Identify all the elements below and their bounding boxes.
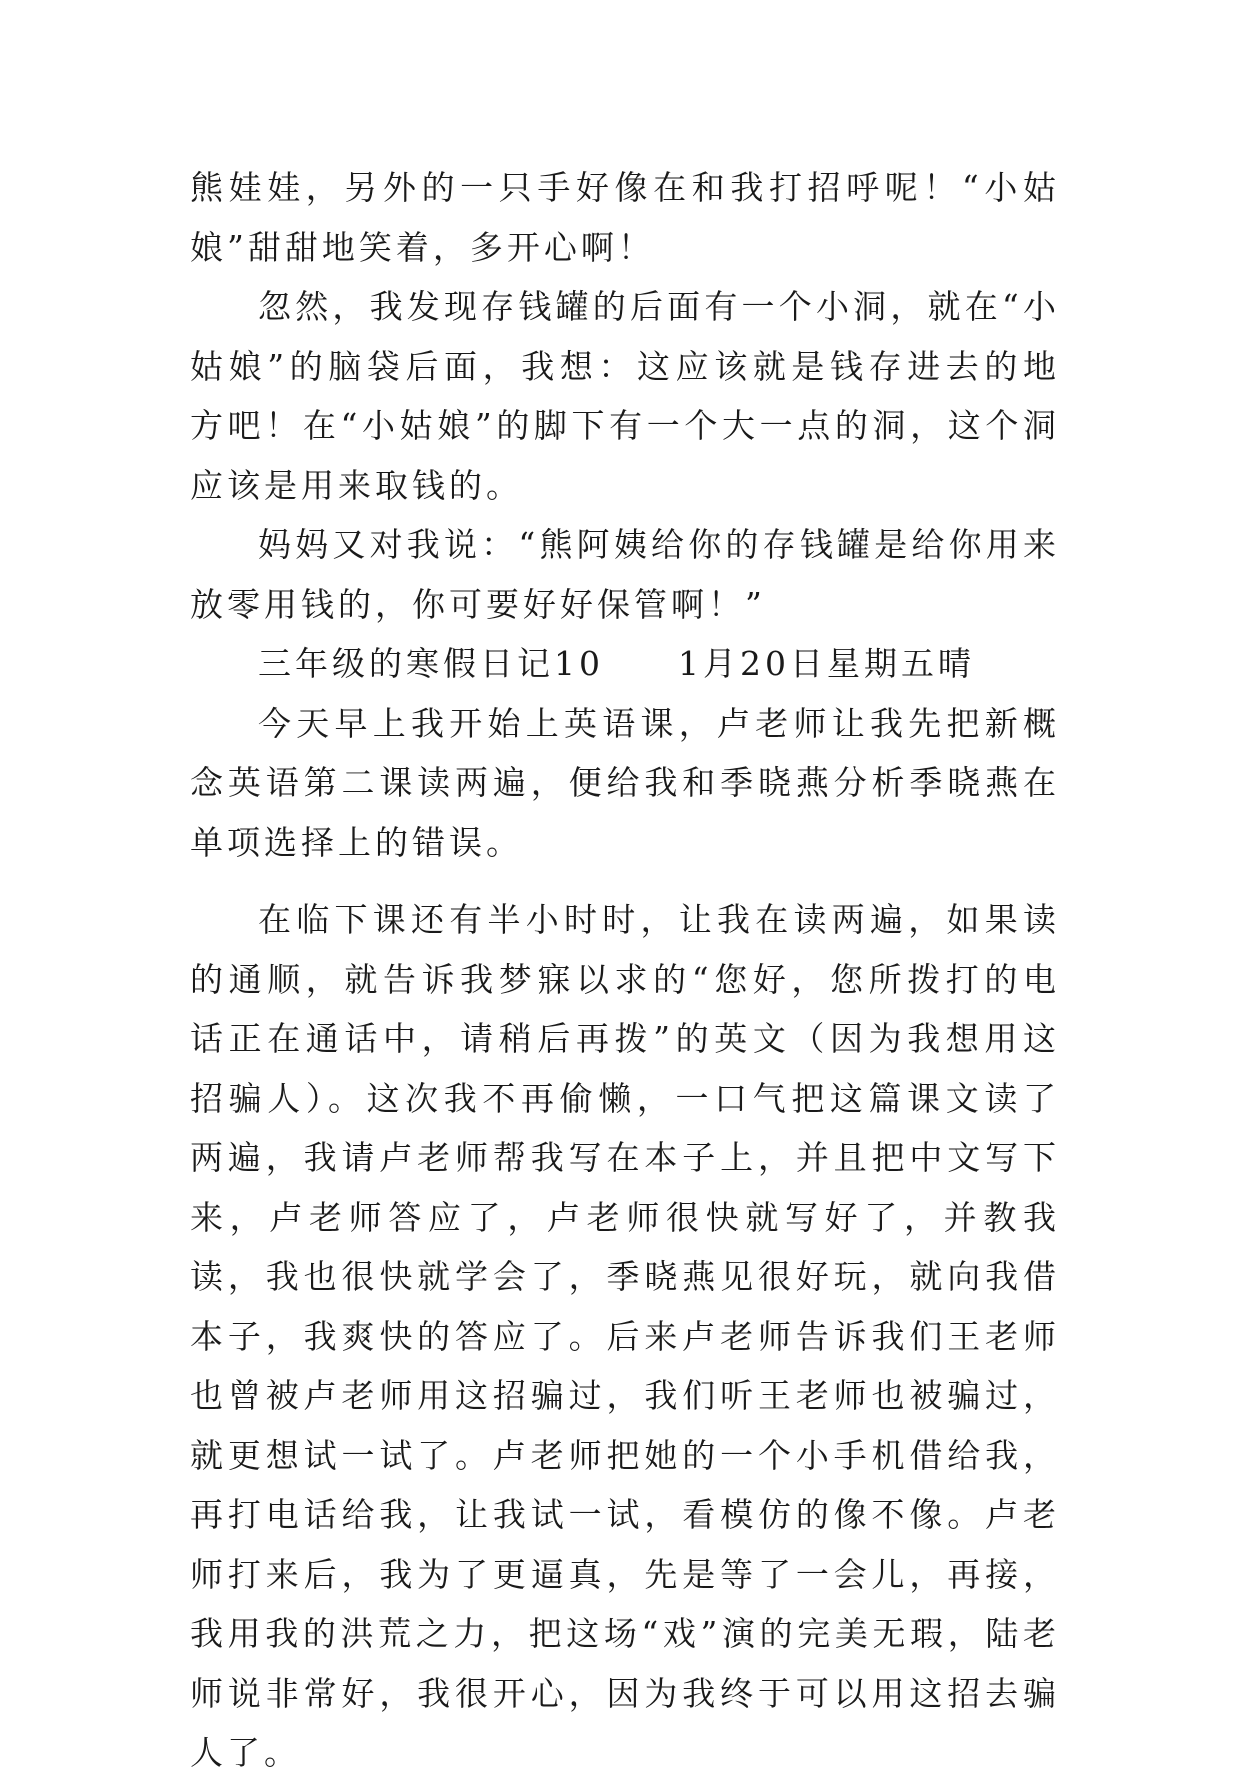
paragraph-5: 在临下课还有半小时时，让我在读两遍，如果读的通顺，就告诉我梦寐以求的“您好，您所拨打的电话正在通话中，请稍后再拨”的英文（因为我想用这招骗人）。这次我不再偷懒，一口气把这篇课文读了两遍，我请卢老师帮我写在本子上，并且把中文写下来，卢老师答应了，卢老师很快就写好了，并教我读，我也很快就学会了，季晓燕见很好玩，就向我借本子，我爽快的答应了。后来卢老师告诉我们王老师也曾被卢老师用这招骗过，我们听王老师也被骗过，就更想试一试了。卢老师把她的一个小手机借给我，再打电话给我，让我试一试，看模仿的像不像。卢老师打来后，我为了更逼真，先是等了一会儿，再接，我用我的洪荒之力，把这场“戏”演的完美无瑕，陆老师说非常好，我很开心，因为我终于可以用这招去骗人了。 bbox=[190, 900, 1060, 1772]
paragraph-2: 忽然，我发现存钱罐的后面有一个小洞，就在“小姑娘”的脑袋后面，我想：这应该就是钱存进去的地方吧！在“小姑娘”的脚下有一个大一点的洞，这个洞应该是用来取钱的。 bbox=[190, 287, 1060, 505]
paragraph-1: 熊娃娃，另外的一只手好像在和我打招呼呢！“小姑娘”甜甜地笑着，多开心啊！ bbox=[190, 168, 1060, 267]
document-body bbox=[190, 158, 1060, 1783]
paragraph-3: 妈妈又对我说：“熊阿姨给你的存钱罐是给你用来放零用钱的，你可要好好保管啊！” bbox=[190, 525, 1060, 624]
diary-entry-heading: 三年级的寒假日记10 1月20日星期五晴 bbox=[258, 644, 975, 683]
paragraph-4: 今天早上我开始上英语课，卢老师让我先把新概念英语第二课读两遍，便给我和季晓燕分析季晓燕在单项选择上的错误。 bbox=[190, 703, 1060, 862]
